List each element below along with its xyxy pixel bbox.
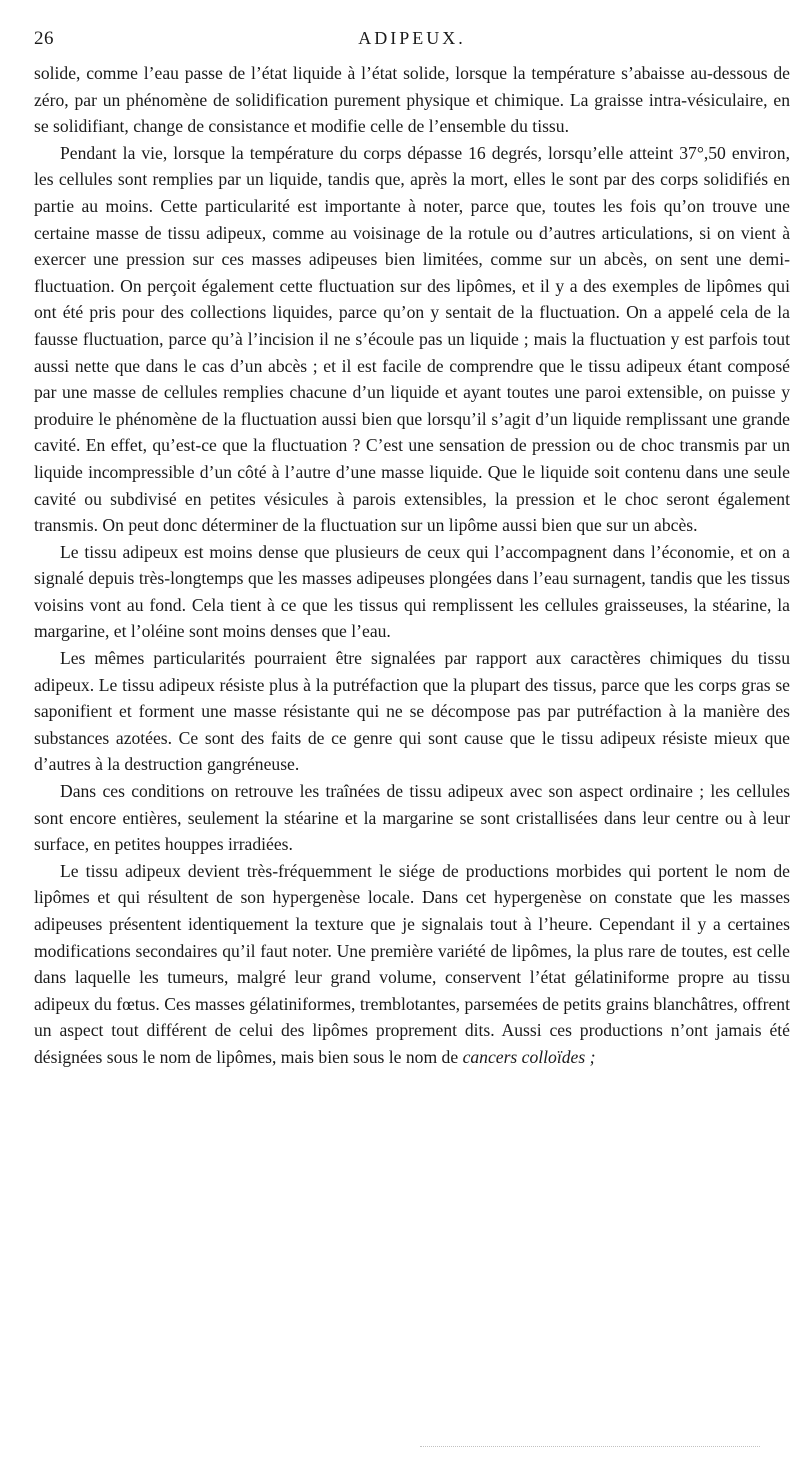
paragraph-lipomes-text: Le tissu adipeux devient très-fréquemment le siége de productions morbides qui portent le nom de lipômes et qui résultent de son hypergenèse locale. Dans cet hypergenèse on constate que les masses adipeuses présentent identiquement la texture que je signalais tout à l’heure. Cependant il y a certaines modifications secondaires qu’il faut noter. Une première variété de lipômes, la plus rare de toutes, est celle dans laquelle les tumeurs, malgré leur grand volume, conservent l’état gélatiniforme propre au tissu adipeux du fœtus. Ces masses gélatiniformes, tremblotantes, parsemées de petits grains blanchâtres, offrent un aspect tout différent de celui des lipômes proprement dits. Aussi ces productions n’ont jamais été désignées sous le nom de lipômes, mais bien sous le nom de — [34, 860, 790, 1067]
body-text — [34, 60, 790, 1071]
paragraph-density: Le tissu adipeux est moins dense que plusieurs de ceux qui l’accompagnent dans l’économie, et on a signalé depuis très-longtemps que les masses adipeuses plongées dans l’eau surnagent, tandis que les tissus voisins vont au fond. Cela tient à ce que les tissus qui remplissent les cellules graisseuses, la stéarine, la margarine, et l’oléine sont moins denses que l’eau. — [34, 541, 790, 642]
paragraph-lipomes — [34, 858, 790, 1071]
running-header — [34, 28, 790, 52]
italic-term: cancers colloïdes ; — [462, 1046, 596, 1067]
paragraph-fluctuation: Pendant la vie, lorsque la température du corps dépasse 16 degrés, lorsqu’elle atteint 37°,50 environ, les cellules sont remplies par un liquide, tandis que, après la mort, elles le sont par des corps solidifiés en partie au moins. Cette particularité est importante à noter, parce que, toutes les fois qu’on trouve une certaine masse de tissu adipeux, comme au voisinage de la rotule ou d’autres articulations, si on vient à exercer une pression sur ces masses adipeuses bien limitées, comme sur un abcès, on sent une demi-fluctuation. On perçoit également cette fluctuation sur des lipômes, et il y a des exemples de lipômes qui ont été pris pour des collections liquides, parce qu’on y sentait de la fluctuation. On a appelé cela de la fausse fluctuation, parce qu’à l’incision il ne s’écoule pas un liquide ; mais la fluctuation y est parfois tout aussi nette que dans le cas d’un abcès ; et il est facile de comprendre que le tissu adipeux étant composé par une masse de cellules remplies chacune d’un liquide et ayant toutes une paroi extensible, on puisse y produire le phénomène de la fluctuation aussi bien que lorsqu’il s’agit d’un liquide remplissant une grande cavité. En effet, qu’est-ce que la fluctuation ? C’est une sensation de pression ou de choc transmis par un liquide incompressible d’un côté à l’autre d’une masse liquide. Que le liquide soit contenu dans une seule cavité ou subdivisé en petites vésicules à parois extensibles, la pression et le choc seront également transmis. On peut donc déterminer de la fluctuation sur un lipôme aussi bien que sur un abcès. — [34, 142, 790, 536]
paragraph-chemical: Les mêmes particularités pourraient être signalées par rapport aux caractères chimiques du tissu adipeux. Le tissu adipeux résiste plus à la putréfaction que la plupart des tissus, parce que les corps gras se saponifient et forment une masse résistante qui ne se décompose pas par putréfaction à la manière des substances azotées. Ce sont des faits de ce genre qui sont cause que le tissu adipeux résiste mieux que d’autres à la destruction gangréneuse. — [34, 648, 790, 775]
footer-smudge — [420, 1440, 760, 1447]
page-number: 26 — [34, 28, 54, 49]
running-title: ADIPEUX. — [358, 28, 466, 48]
paragraph-continuation: solide, comme l’eau passe de l’état liquide à l’état solide, lorsque la température s’abaisse au-dessous de zéro, par un phénomène de solidification purement physique et chimique. La graisse intra-vésiculaire, en se solidifiant, change de consistance et modifie celle de l’ensemble du tissu. — [34, 63, 790, 137]
paragraph-crystallization: Dans ces conditions on retrouve les traînées de tissu adipeux avec son aspect ordinaire ; les cellules sont encore entières, seulement la stéarine et la margarine se sont cristallisées dans leur centre ou à leur surface, en petites houppes irradiées. — [34, 781, 790, 855]
